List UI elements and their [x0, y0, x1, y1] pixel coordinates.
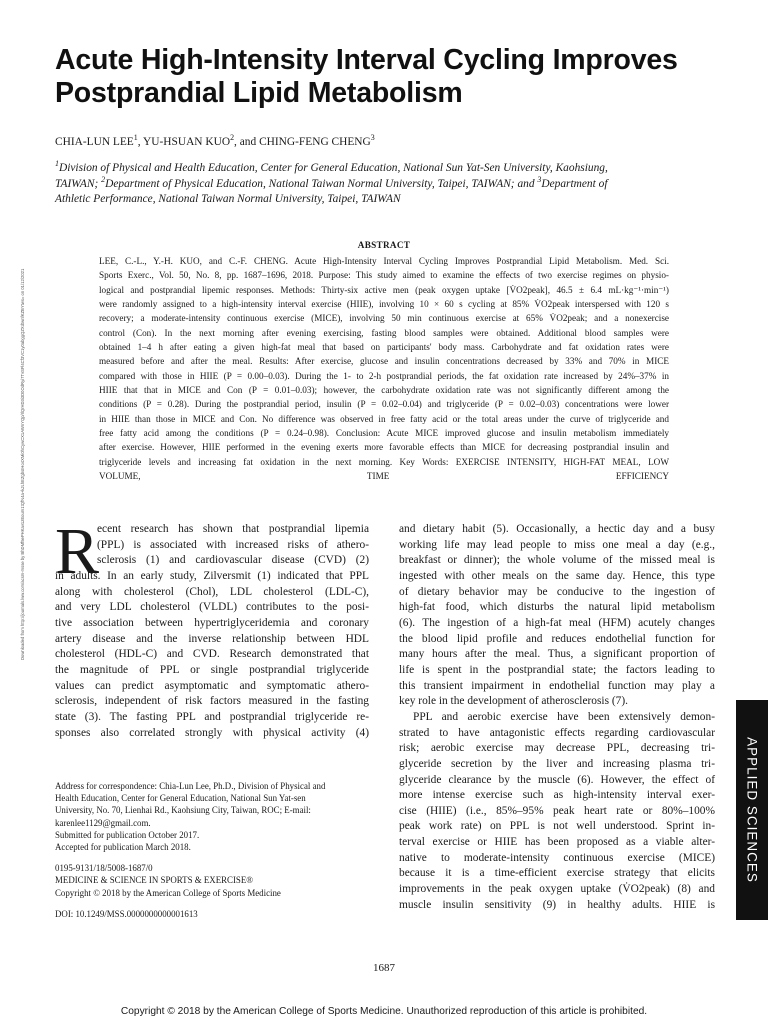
section-tab: [736, 700, 768, 920]
body-line: cholesterol (HDL-C) and CVD. Research demonstrated that: [55, 648, 369, 661]
body-line: and dietary habit (5). Occasionally, a hectic day and a busy: [399, 523, 715, 535]
abstract-line: obtained 1–4 h after eating a given high-fat meal that based on participants' body mass. Carbohydrate and fat oxidation rates were: [99, 342, 669, 353]
body-line: (6). The ingestion of a high-fat meal (HFM) acutely changes: [399, 616, 715, 629]
abstract-line: conditions (P = 0.28). During the postprandial period, insulin (P = 0.02–0.04) and triglyceride (P = 0.02–0.03) concentrations were lower: [99, 399, 669, 410]
body-line: along with cholesterol (Chol), LDL cholesterol (LDL-C),: [55, 585, 369, 598]
author-affil-mark: 3: [370, 133, 375, 143]
footnote-publication-line: MEDICINE & SCIENCE IN SPORTS & EXERCISE®: [55, 875, 254, 886]
body-line: sponses also correlated strongly with physical activity (4): [55, 726, 369, 739]
author-affil-mark: 2: [230, 133, 235, 143]
body-line: of dietary behavior may be conducive to the ingestion of: [399, 585, 715, 598]
abstract-line: free fatty acid among the conditions (P = 0.24–0.98). Conclusion: Acute MICE improved glucose and insulin metabolism immediately: [99, 428, 669, 439]
footnote-publication-line: 0195-9131/18/5008-1687/0: [55, 863, 153, 874]
author-name: CHIA-LUN LEE: [55, 136, 134, 148]
body-line: more intense exercise such as high-intensity interval exer-: [399, 789, 715, 802]
body-line: glyceride secretion by the liver and increasing plasma tri-: [399, 757, 715, 770]
body-line: tive association between hypertriglyceridemia and coronary: [55, 616, 369, 629]
body-line: the blood lipid profile and reduces endothelial function for: [399, 632, 715, 645]
body-line: terval exercise or HIIE has been proposed as a viable alter-: [399, 836, 715, 849]
footnote-address-line: Accepted for publication March 2018.: [55, 842, 191, 853]
body-line: many hours after the meal. Thus, a significant proportion of: [399, 648, 715, 661]
body-line: because it is a time-efficient exercise strategy that elicits: [399, 867, 715, 880]
abstract-line: LEE, C.-L., Y.-H. KUO, and C.-F. CHENG. Acute High-Intensity Interval Cycling Improves Postprandial Lipid Metabolism. Med. Sci.: [99, 256, 669, 266]
copyright-footer: Copyright © 2018 by the American College of Sports Medicine. Unauthorized reproduction of this article is prohibited.: [120, 1006, 648, 1017]
body-line: state (3). The fasting PPL and postprandial triglyceride re-: [55, 710, 369, 723]
body-line: artery disease and the inverse relationship between HDL: [55, 632, 369, 645]
body-line: high-fat food, which disturbs the natural lipid metabolism: [399, 601, 715, 614]
body-line: the magnitude of PPL or single postprandial triglyceride: [55, 663, 369, 676]
author-affil-mark: 1: [133, 133, 138, 143]
footnotes: [55, 780, 369, 920]
footnote-address-line: Submitted for publication October 2017.: [55, 829, 200, 840]
abstract-heading: ABSTRACT: [357, 240, 411, 250]
affiliation-line: Athletic Performance, National Taiwan Normal University, Taipei, TAIWAN: [55, 193, 401, 205]
body-line: cise (HIIE) (i.e., 85%–95% peak heart rate or 80%–100%: [399, 804, 715, 817]
doi-line: DOI: 10.1249/MSS.0000000000001613: [55, 908, 198, 919]
title-line: Acute High-Intensity Interval Cycling Improves: [55, 44, 678, 76]
abstract-line: HIIE that that in MICE and Con (P = 0.01–0.03); however, the carbohydrate oxidation rate was not significantly different among the: [99, 385, 669, 396]
body-line: glyceride clearance by the muscle (6). However, the effect of: [399, 773, 715, 786]
abstract-line: control (Con). In the next morning after evening exercising, fasting blood samples were obtained. Additional blood samples were: [99, 327, 669, 338]
footnote-address-line: Health Education, Center for General Education, National Sun Yat-sen: [55, 793, 306, 804]
footnote-address-line: University, No. 70, Lienhai Rd., Kaohsiung City, Taiwan, ROC; E-mail:: [55, 805, 311, 816]
body-line: muscle insulin sensitivity (9) in healthy adults. HIIE is: [399, 898, 715, 911]
body-column-left: [55, 515, 369, 741]
abstract-line: logical and postprandial lipemic responses. Methods: Thirty-six active men (peak oxygen uptake [V̇O2peak], 46.5 ± 6.4 mL·kg⁻¹·min⁻¹): [99, 284, 669, 295]
body-line: and very LDL cholesterol (VLDL) contributes to the posi-: [55, 601, 369, 614]
page-number: 1687: [373, 962, 395, 974]
title-line: Postprandial Lipid Metabolism: [55, 77, 463, 109]
footnote-publication-line: Copyright © 2018 by the American College of Sports Medicine: [55, 887, 281, 898]
body-line: life is spent in the postprandial state; the factors leading to: [399, 663, 715, 676]
body-line: sclerosis (1) and cardiovascular disease (CVD) (2): [97, 554, 369, 567]
abstract-line: were randomly assigned to a high-intensity interval exercise (HIIE), involving 10 × 60 s cycling at 85% V̇O2peak interspersed with 120 s: [99, 299, 669, 310]
author-name: CHING-FENG CHENG: [259, 136, 371, 148]
body-line: native to moderate-intensity continuous exercise (MICE): [399, 851, 715, 864]
abstract-line: compared with those in HIIE (P = 0.00–0.03). During the 1- to 2-h postprandial periods, the fat oxidation rate increased by 24%–37% in: [99, 370, 669, 381]
body-line: improvements in the peak oxygen uptake (V̇O2peak) (8) and: [399, 883, 715, 896]
body-line: breakfast or dinner); the whole volume of the missed meal is: [399, 554, 715, 567]
author-name: YU-HSUAN KUO: [143, 136, 231, 148]
body-line: in adults. In an early study, Zilversmit (1) indicated that PPL: [55, 569, 369, 582]
footnote-address-line: karenlee1129@gmail.com.: [55, 817, 151, 828]
body-line: this transient impairment in endothelial function may play a: [399, 679, 715, 692]
abstract-line: after exercise. However, HIIE performed in the evening exerts more favorable effects than MICE for decreasing postprandial insulin and: [99, 442, 669, 453]
drop-cap: R: [55, 515, 100, 588]
abstract-line: measured before and after the meal. Results: After exercise, glucose and insulin concentrations decreased by 33% and 70% in MICE: [99, 356, 669, 367]
author-conjunction: and: [239, 136, 257, 148]
affiliations: [55, 161, 715, 208]
abstract-line: triglyceride levels and increasing fat oxidation in the next morning. Key Words: EXERCISE INTENSITY, HIGH-FAT MEAL, LOW: [99, 456, 669, 467]
body-line: PPL and aerobic exercise have been extensively demon-: [413, 710, 715, 723]
body-line: sclerosis, independent of risk factors measured in the fasting: [55, 695, 369, 708]
footnote-address-line: Address for correspondence: Chia-Lun Lee, Ph.D., Division of Physical and: [55, 781, 326, 791]
body-line: strated to have antagonistic effects regarding cardiovascular: [399, 726, 715, 739]
abstract-line: VOLUME, TIME EFFICIENCY: [99, 471, 669, 482]
abstract-body: [99, 254, 669, 484]
abstract-line: recovery; a moderate-intensity continuous exercise (MICE), involving 50 min continuous exercise at 65% V̇O2peak; and a nonexercise: [99, 313, 669, 324]
body-line: working life may lead people to miss one meal a day (e.g.,: [399, 538, 715, 551]
affiliation-line: $^1$Division of Physical and Health Education, Center for General Education, National Sun Yat-Sen University, Kaohsiung,: [55, 159, 608, 174]
body-line: values can predict asymptomatic and symptomatic athero-: [55, 679, 369, 692]
body-column-right: [399, 522, 715, 913]
abstract-line: Sports Exerc., Vol. 50, No. 8, pp. 1687–1696, 2018. Purpose: This study aimed to examine the effects of two exercise regimes on physio-: [99, 270, 669, 281]
body-line: ingested with other meals on the same day. Hence, this type: [399, 569, 715, 582]
body-line: risk; aerobic exercise may decrease PPL, decreasing tri-: [399, 742, 715, 755]
body-line: ecent research has shown that postprandial lipemia: [97, 523, 369, 535]
body-line: (PPL) is associated with increased risks of athero-: [97, 538, 369, 551]
author-list: CHIA-LUN LEE$^1$, YU-HSUAN KUO$^2$, and CHING-FENG CHENG$^3$: [55, 133, 375, 148]
body-line: key role in the development of atherosclerosis (7).: [399, 695, 629, 708]
section-tab-label: APPLIED SCIENCES: [744, 737, 760, 883]
affiliation-line: TAIWAN; $^2$Department of Physical Education, National Taiwan Normal University, Taipei, TAIWAN; and $^3$Department of: [55, 174, 608, 190]
article-title: [55, 44, 735, 110]
abstract-line: in HIIE than those in MICE and Con. No difference was observed in free fatty acid or the total areas under the curve of triglyceride and: [99, 413, 669, 424]
body-line: peak work rate) on PPL is not well understood. Sprint in-: [399, 820, 715, 833]
